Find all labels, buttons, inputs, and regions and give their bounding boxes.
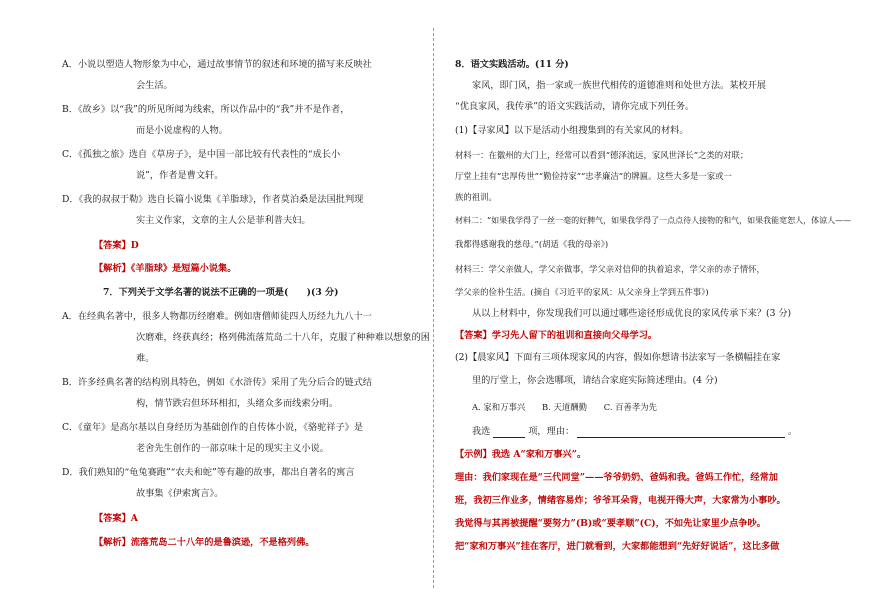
q8-example: 【示例】我选 A“家和万事兴”。 <box>455 449 587 460</box>
column-divider <box>433 28 434 588</box>
q7-option-a-line3: 难。 <box>136 353 155 364</box>
q6-option-d-line2: 实主义作家，文章的主人公是菲利普夫妇。 <box>136 215 311 226</box>
q8-task2-line2: 里的厅堂上，你会选哪项，请结合家庭实际简述理由。(4 分) <box>472 375 718 386</box>
q8-intro-line2: “优良家风，我传承”的语文实践活动，请你完成下列任务。 <box>455 101 695 112</box>
q8-title: 8．语文实践活动。(11 分) <box>455 59 569 70</box>
material1-line2: 厅堂上挂有“忠厚传世”“勤俭持家”“忠孝廉洁”的牌匾。这些大多是一家或一 <box>455 171 732 181</box>
right-column <box>440 0 870 616</box>
q7-option-a-line1: A．在经典名著中，很多人物都历经磨难。例如唐僧师徒四人历经九九八十一 <box>62 311 372 322</box>
material1-line3: 族的祖训。 <box>455 192 497 202</box>
q6-option-d-line1: D．《我的叔叔于勒》选自长篇小说集《羊脂球》，作者莫泊桑是法国批判现 <box>62 194 364 205</box>
q8-options: A. 家和万事兴 B. 天道酬勤 C. 百善孝为先 <box>472 402 658 412</box>
q8-task1: (1)【寻家风】以下是活动小组搜集到的有关家风的材料。 <box>455 125 689 136</box>
material1-line1: 材料一：在徽州的大门上，经常可以看到“德泽流远，家风世泽长”之类的对联； <box>455 150 749 160</box>
reason-line1: 理由：我们家现在是“三代同堂”——爷爷奶奶、爸妈和我。爸妈工作忙，经常加 <box>455 472 778 483</box>
material2-line1: 材料二：“如果我学得了一丝一毫的好脾气，如果我学得了一点点待人接物的和气，如果我能宽恕人，体谅人—— <box>455 216 852 225</box>
reason-line3: 我觉得与其再被提醒“要努力”(B)或“要孝顺”(C)，不如先让家里少点争吵。 <box>455 518 766 529</box>
q7-analysis: 【解析】流落荒岛二十八年的是鲁滨逊，不是格列佛。 <box>94 537 315 548</box>
q7-option-b-line1: B．许多经典名著的结构别具特色，例如《水浒传》采用了先分后合的链式结 <box>62 377 372 388</box>
q8-sub-question-1: 从以上材料中，你发现我们可以通过哪些途径形成优良的家风传承下来？(3 分) <box>472 308 792 319</box>
fill-in-line <box>472 426 797 438</box>
q7-option-d-line1: D．我们熟知的“龟兔赛跑”“农夫和蛇”等有趣的故事，都出自著名的寓言 <box>62 467 355 478</box>
q6-option-a-line2: 会生活。 <box>136 80 173 91</box>
q8-task2-line1: (2)【晨家风】下面有三项体现家风的内容，假如你想请书法家写一条横幅挂在家 <box>455 352 781 363</box>
q6-option-b-line2: 而是小说虚构的人物。 <box>136 125 228 136</box>
q7-option-c-line1: C．《童年》是高尔基以自身经历为基础创作的自传体小说，《骆驼祥子》是 <box>62 422 364 433</box>
q6-answer: 【答案】D <box>94 240 139 251</box>
q7-option-c-line2: 老舍先生创作的一部京味十足的现实主义小说。 <box>136 443 329 454</box>
q8-intro-line1: 家风，即门风，指一家或一族世代相传的道德准则和处世方法。某校开展 <box>472 80 766 91</box>
fill-end-period: 。 <box>788 426 798 437</box>
reason-line4: 把“家和万事兴”挂在客厅，进门就看到，大家都能想到“先好好说话”，这比多做 <box>455 541 780 552</box>
reason-blank[interactable] <box>577 426 785 438</box>
q7-option-b-line2: 构，情节跌宕但环环相扣，头绪众多而线索分明。 <box>136 398 339 409</box>
q6-option-c-line2: 说”，作者是曹文轩。 <box>136 170 224 181</box>
q7-answer: 【答案】A <box>94 513 138 524</box>
material3-line2: 学父亲的俭朴生活。(摘自《习近平的家风：从父亲身上学到五件事》) <box>455 287 709 297</box>
fill-label-reason: 项，理由： <box>528 426 575 437</box>
choice-blank[interactable] <box>493 426 525 438</box>
q6-option-c-line1: C．《孤独之旅》选自《草房子》，是中国一部比较有代表性的“成长小 <box>62 149 341 160</box>
q6-analysis: 【解析】《羊脂球》是短篇小说集。 <box>94 263 237 274</box>
q7-stem: 7．下列关于文学名著的说法不正确的一项是( )(3 分) <box>103 287 339 298</box>
material2-line2: 我都得感谢我的慈母。”(胡适《我的母亲》) <box>455 239 609 249</box>
material3-line1: 材料三：学父亲做人，学父亲做事，学父亲对信仰的执着追求，学父亲的赤子情怀， <box>455 264 765 274</box>
q8-answer-1: 【答案】学习先人留下的祖训和直接向父母学习。 <box>455 330 658 341</box>
reason-line2: 班，我初三作业多，情绪容易炸；爷爷耳朵背，电视开得大声，大家常为小事吵。 <box>455 495 786 506</box>
q6-option-b-line1: B．《故乡》以“我”的所见所闻为线索，所以作品中的“我”并不是作者， <box>62 104 350 115</box>
q7-option-d-line2: 故事集《伊索寓言》。 <box>136 488 224 499</box>
q6-option-a-line1: A．小说以塑造人物形象为中心，通过故事情节的叙述和环境的描写来反映社 <box>62 59 372 70</box>
q7-option-a-line2: 次磨难，终获真经；格列佛流落荒岛二十八年，克服了种种难以想象的困 <box>136 332 430 343</box>
fill-label-choose: 我选 <box>472 426 491 437</box>
left-column <box>0 0 430 616</box>
